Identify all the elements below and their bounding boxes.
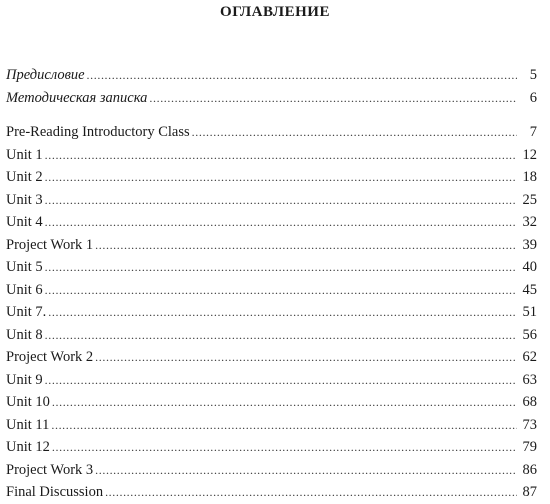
toc-entry[interactable]: [6, 234, 537, 257]
toc-entry[interactable]: [6, 346, 537, 369]
dot-leader: [45, 144, 517, 167]
toc-entry-label: Unit 11: [6, 416, 50, 433]
toc-entry-page: 39: [522, 236, 537, 253]
toc-entry-label: Project Work 3: [6, 461, 94, 478]
toc-entry[interactable]: [6, 189, 537, 212]
toc-entry-label: Unit 1: [6, 146, 43, 163]
toc-entry-page: 25: [522, 191, 537, 208]
toc-entry-page: 63: [522, 371, 537, 388]
dot-leader: [45, 369, 517, 392]
front-matter-list: [6, 64, 537, 109]
toc-entry-page: 45: [522, 281, 537, 298]
toc-entry-label: Unit 5: [6, 259, 43, 275]
toc-entry-label: Unit 7.: [6, 304, 47, 320]
toc-entry[interactable]: [6, 436, 537, 459]
dot-leader: [51, 414, 517, 437]
toc-entry-label: Unit 2: [6, 169, 43, 185]
toc-entry-page: 87: [522, 484, 537, 500]
toc-entry-page: 86: [522, 461, 537, 478]
contents-list: [6, 121, 537, 504]
toc-entry[interactable]: [6, 279, 537, 302]
toc-entry-page: 6: [529, 89, 537, 106]
toc-entry[interactable]: [6, 459, 537, 482]
toc-entry-page: 18: [522, 169, 537, 185]
toc-entry[interactable]: [6, 481, 537, 504]
toc-entry-page: 7: [529, 124, 537, 140]
toc-entry[interactable]: [6, 256, 537, 279]
dot-leader: [45, 166, 517, 189]
toc-entry-page: 12: [522, 146, 537, 163]
toc-entry[interactable]: [6, 414, 537, 437]
dot-leader: [45, 189, 517, 212]
toc-entry[interactable]: [6, 166, 537, 189]
dot-leader: [95, 459, 517, 482]
dot-leader: [192, 121, 517, 144]
toc-entry[interactable]: [6, 144, 537, 167]
toc-entry-methodical-note[interactable]: [6, 87, 537, 110]
toc-entry-label: Final Discussion: [6, 484, 104, 500]
toc-entry-label: Unit 8: [6, 326, 43, 343]
dot-leader: [149, 87, 517, 110]
toc-entry-label: Методическая записка: [6, 89, 148, 106]
toc-entry[interactable]: [6, 121, 537, 144]
toc-entry-label: Предисловие: [6, 67, 85, 83]
page-title: ОГЛАВЛЕНИЕ: [220, 4, 330, 20]
toc-entry-label: Project Work 2: [6, 349, 94, 365]
dot-leader: [45, 324, 517, 347]
toc-entry[interactable]: [6, 324, 537, 347]
toc-entry-label: Unit 12: [6, 439, 50, 455]
dot-leader: [87, 64, 517, 87]
toc-entry[interactable]: [6, 211, 537, 234]
toc-entry-page: 5: [529, 67, 537, 83]
toc-entry-page: 68: [522, 394, 537, 410]
dot-leader: [95, 346, 517, 369]
dot-leader: [45, 279, 517, 302]
toc-entry-page: 79: [522, 439, 537, 455]
toc-entry[interactable]: [6, 301, 537, 324]
dot-leader: [52, 391, 517, 414]
toc-entry-preface[interactable]: [6, 64, 537, 87]
dot-leader: [48, 301, 517, 324]
dot-leader: [45, 256, 517, 279]
toc-entry-page: 40: [522, 259, 537, 275]
toc-entry-page: 62: [522, 349, 537, 365]
toc-entry-label: Unit 4: [6, 214, 43, 230]
toc-entry-page: 56: [522, 326, 537, 343]
toc-entry-page: 51: [522, 304, 537, 320]
toc-entry-label: Unit 9: [6, 371, 43, 388]
dot-leader: [52, 436, 517, 459]
dot-leader: [45, 211, 517, 234]
dot-leader: [95, 234, 517, 257]
toc-entry-label: Pre-Reading Introductory Class: [6, 124, 190, 140]
toc-entry-label: Project Work 1: [6, 236, 94, 253]
toc-entry-label: Unit 6: [6, 281, 43, 298]
toc-entry-page: 73: [522, 416, 537, 433]
toc-entry-page: 32: [522, 214, 537, 230]
toc-entry[interactable]: [6, 369, 537, 392]
toc-entry[interactable]: [6, 391, 537, 414]
toc-entry-label: Unit 3: [6, 191, 43, 208]
dot-leader: [105, 481, 517, 504]
toc-entry-label: Unit 10: [6, 394, 50, 410]
